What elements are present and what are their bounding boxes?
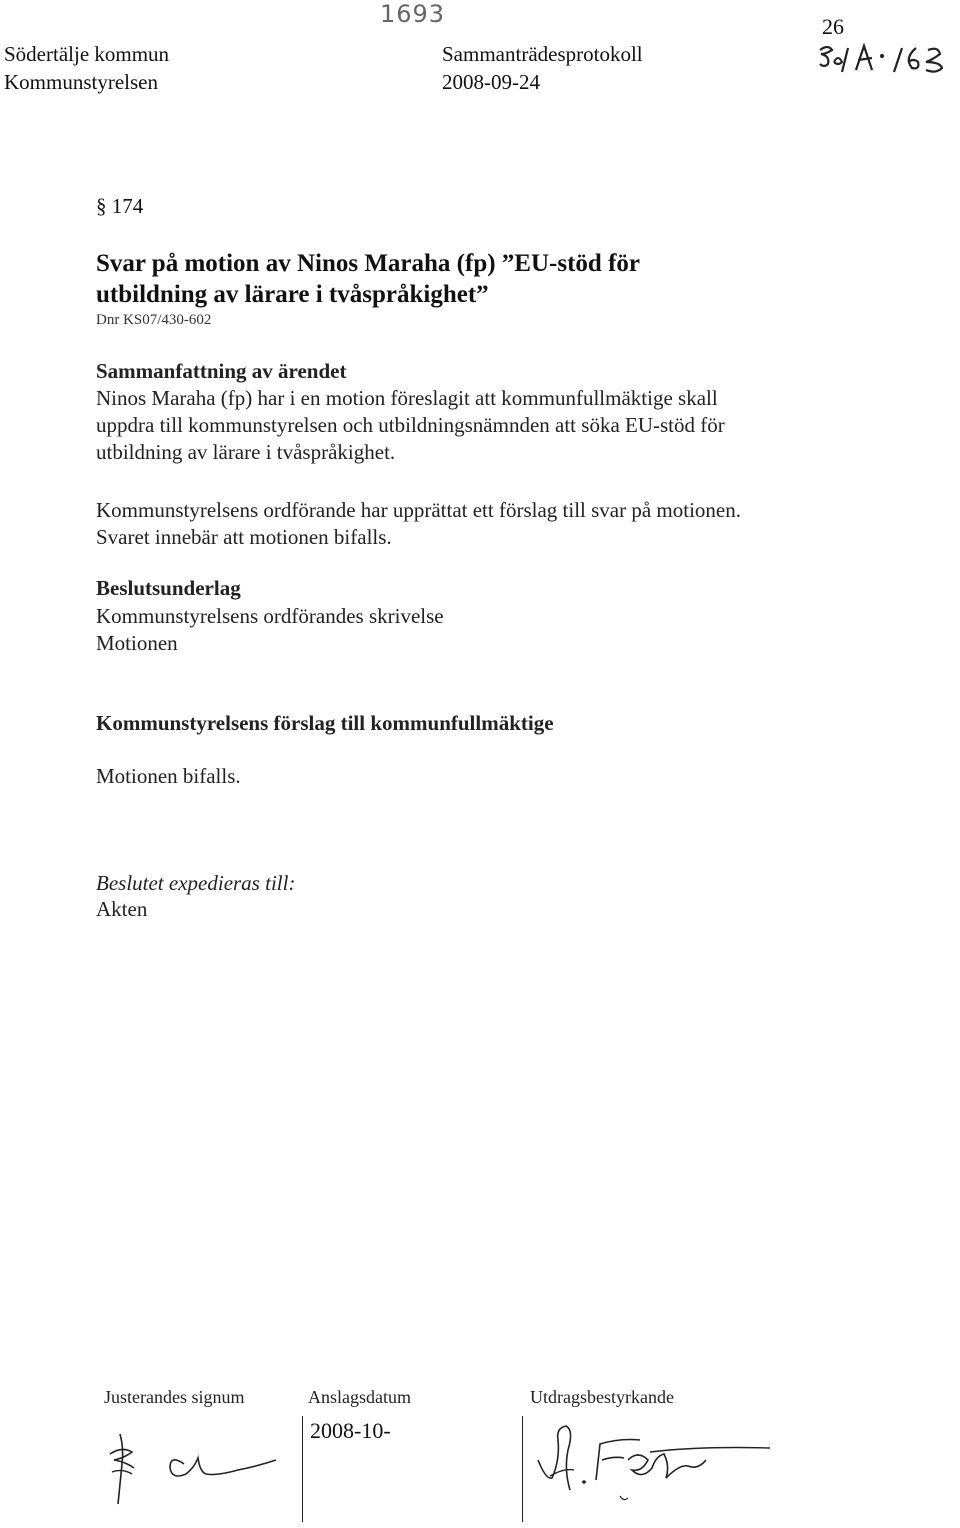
diary-number: Dnr KS07/430-602: [96, 312, 212, 328]
summary-para2-line-2: Svaret innebär att motionen bifalls.: [96, 525, 392, 549]
basis-item-1: Kommunstyrelsens ordförandes skrivelse: [96, 604, 444, 628]
motion-title-line-2: utbildning av lärare i tvåspråkighet”: [96, 281, 489, 308]
justerande-signature: [108, 1428, 288, 1508]
summary-para2-line-1: Kommunstyrelsens ordförande har upprättat ett förslag till svar på motionen.: [96, 498, 742, 522]
paragraph-number: § 174: [96, 194, 144, 218]
municipality-name: Södertälje kommun: [4, 42, 170, 66]
footer-divider-2: [522, 1416, 523, 1522]
stamp-number: 1693: [380, 0, 446, 28]
footer-justerandes-signum-label: Justerandes signum: [104, 1387, 245, 1407]
meeting-date: 2008-09-24: [442, 70, 540, 94]
page-number: 26: [822, 14, 844, 39]
dispatch-heading: Beslutet expedieras till:: [96, 871, 296, 895]
footer-utdragsbestyrkande-label: Utdragsbestyrkande: [530, 1387, 674, 1407]
proposal-text: Motionen bifalls.: [96, 764, 241, 788]
summary-line-1: Ninos Maraha (fp) har i en motion föreslagit att kommunfullmäktige skall: [96, 386, 718, 410]
basis-heading: Beslutsunderlag: [96, 576, 241, 600]
proposal-heading: Kommunstyrelsens förslag till kommunfullmäktige: [96, 711, 554, 735]
motion-title-line-1: Svar på motion av Ninos Maraha (fp) ”EU-stöd för: [96, 250, 640, 277]
footer-divider-1: [302, 1416, 303, 1522]
dispatch-recipient: Akten: [96, 897, 148, 921]
footer-anslagsdatum-label: Anslagsdatum: [308, 1387, 411, 1407]
summary-line-2: uppdra till kommunstyrelsen och utbildningsnämnden att söka EU-stöd för: [96, 413, 725, 437]
footer-anslagsdatum-value: 2008-10-: [310, 1418, 391, 1443]
utdragsbestyrkande-signature: [530, 1420, 780, 1520]
summary-heading: Sammanfattning av ärendet: [96, 359, 347, 383]
document-type: Sammanträdesprotokoll: [442, 42, 643, 66]
committee-name: Kommunstyrelsen: [4, 70, 158, 94]
basis-item-2: Motionen: [96, 631, 178, 655]
handwritten-reference: [816, 40, 956, 80]
summary-line-3: utbildning av lärare i tvåspråkighet.: [96, 440, 396, 464]
